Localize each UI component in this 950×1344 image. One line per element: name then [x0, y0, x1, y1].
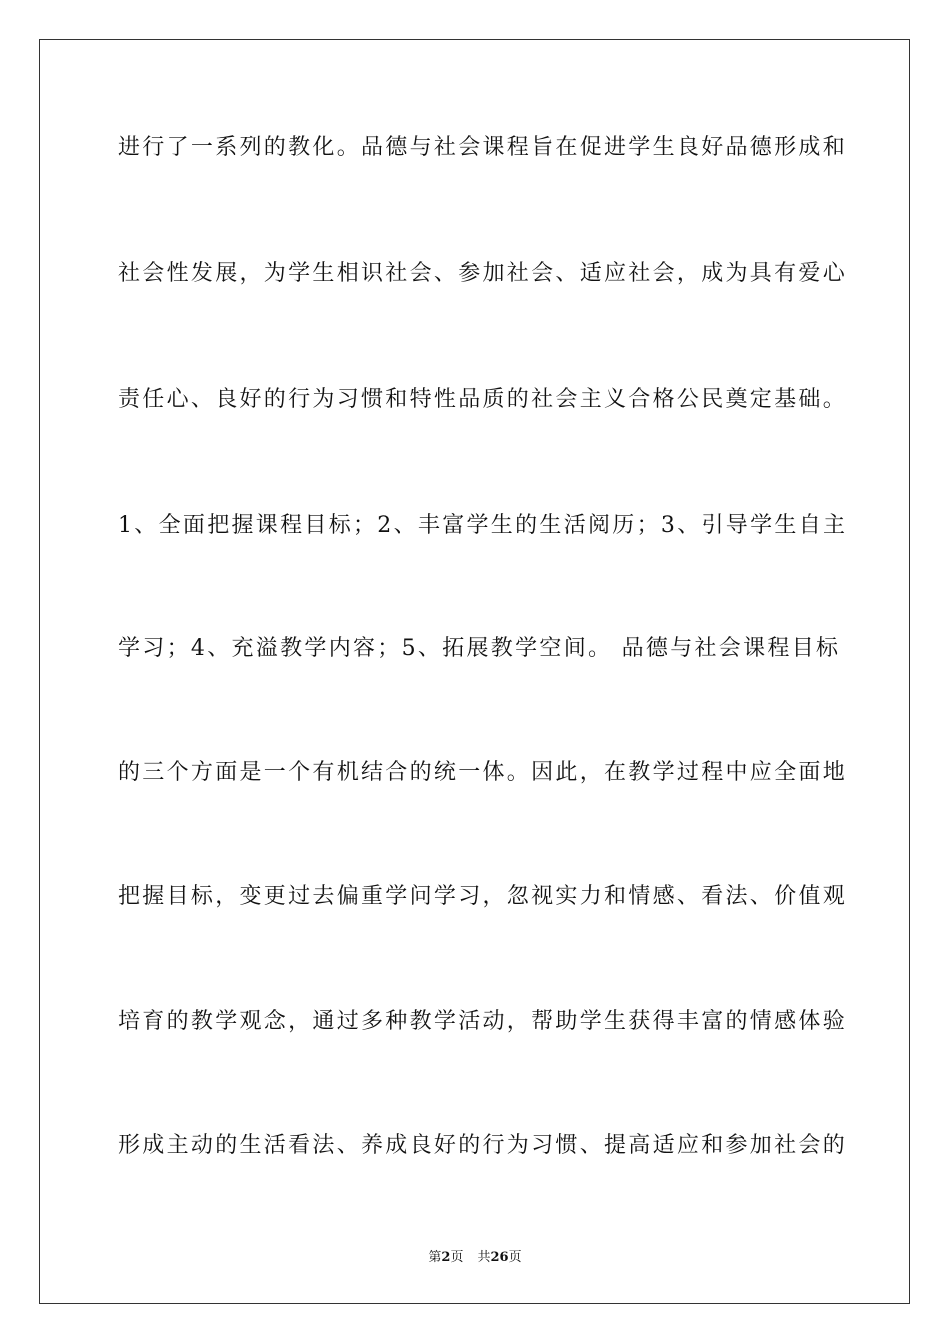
- body-text-line: 责任心、良好的行为习惯和特性品质的社会主义合格公民奠定基础。: [118, 387, 848, 412]
- body-text-line: 形成主动的生活看法、养成良好的行为习惯、提高适应和参加社会的: [118, 1133, 848, 1158]
- body-text-line: 把握目标，变更过去偏重学问学习，忽视实力和情感、看法、价值观: [118, 884, 848, 909]
- page-footer: [0, 1249, 950, 1267]
- body-text-line: 进行了一系列的教化。品德与社会课程旨在促进学生良好品德形成和: [118, 135, 848, 160]
- page-suffix: 页: [450, 1250, 464, 1265]
- page-border: [39, 39, 910, 1304]
- body-text-line: 社会性发展，为学生相识社会、参加社会、适应社会，成为具有爱心: [118, 261, 848, 286]
- body-text-line: 培育的教学观念，通过多种教学活动，帮助学生获得丰富的情感体验: [118, 1009, 848, 1034]
- total-suffix: 页: [508, 1250, 522, 1265]
- page-prefix: 第: [428, 1250, 442, 1265]
- body-text-line: 学习；4、充溢教学内容；5、拓展教学空间。 品德与社会课程目标: [118, 636, 841, 661]
- page-number: 2: [441, 1250, 451, 1265]
- body-text-line: 1、全面把握课程目标；2、丰富学生的生活阅历；3、引导学生自主: [118, 513, 848, 538]
- total-prefix: 共: [477, 1250, 491, 1265]
- body-text-line: 的三个方面是一个有机结合的统一体。因此，在教学过程中应全面地: [118, 760, 848, 785]
- total-pages: 26: [490, 1250, 509, 1265]
